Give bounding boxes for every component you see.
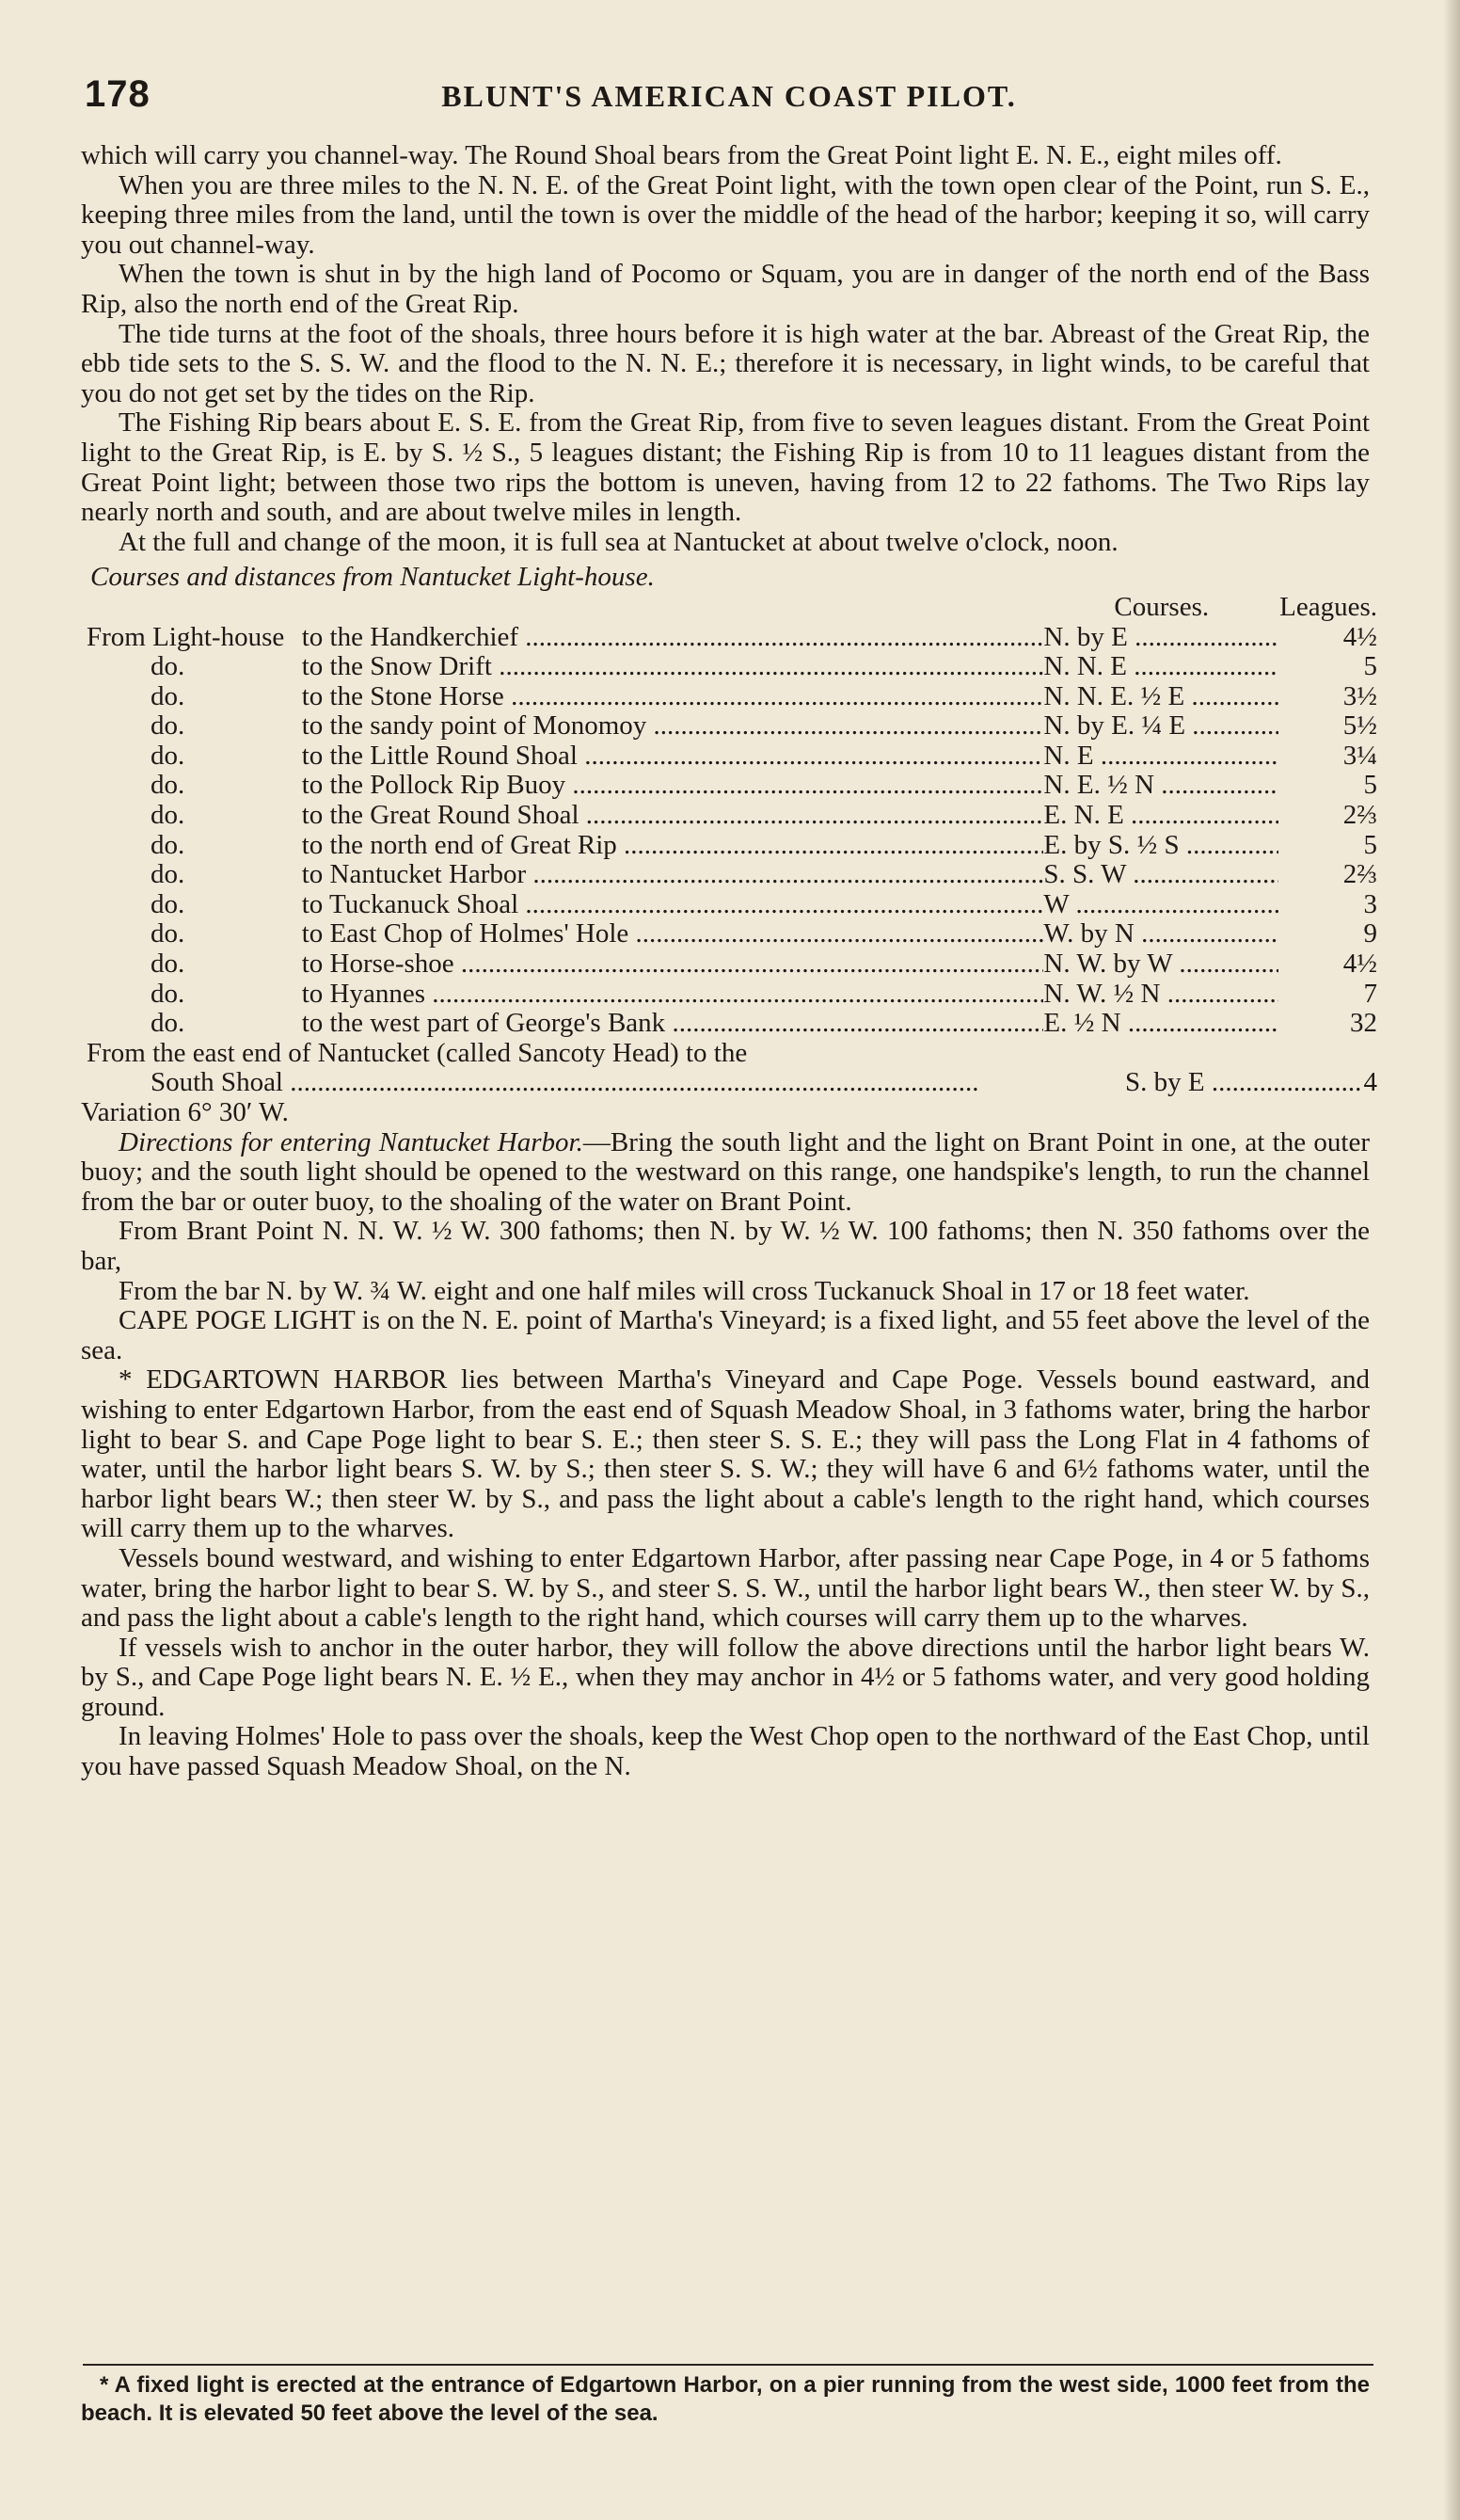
table-row [87,682,1377,712]
origin: do. [151,800,185,831]
paragraph: From the bar N. by W. ¾ W. eight and one half miles will cross Tuckanuck Shoal in 17 or 18 feet water. [119,1275,1250,1306]
east-end-line: From the east end of Nantucket (called Sancoty Head) to the [87,1037,748,1068]
footnote-rule [83,2364,1373,2366]
course: W [1043,889,1070,919]
courses-table-caption: Courses and distances from Nantucket Light-house. [90,562,655,593]
leagues: 9 [1363,918,1377,949]
paragraph: Directions for entering Nantucket Harbor.—Bring the south light and the light on Brant Point in one, at the outer buoy; and the south light should be opened to the westward on this range, one handspike's length, to run the channel from the bar or outer buoy, to the shoaling of the water on Brant Point. [81,1126,1370,1217]
table-row [87,652,1377,682]
origin: do. [151,918,185,949]
leagues: 2⅔ [1342,800,1377,831]
course: N. by E. ¼ E [1043,711,1186,742]
destination: to Hyannes [301,979,426,1009]
destination: to the Little Round Shoal [301,741,578,771]
destination: to the Snow Drift [301,652,492,682]
page-header [85,73,1373,120]
course: N. W. ½ N [1043,979,1161,1009]
leagues: 5 [1363,651,1377,682]
destination: South Shoal [151,1068,283,1098]
table-row [87,1068,1377,1098]
origin: do. [151,740,185,771]
origin: do. [151,680,185,711]
destination: to East Chop of Holmes' Hole [301,919,629,949]
paragraph: Vessels bound westward, and wishing to enter Edgartown Harbor, after passing near Cape Poge, in 4 or 5 fathoms water, bring the harbor light to bear S. W. by S., and steer S. S. W., until the harbor light bears W., then steer W. by S., and pass the light about a cable's length to the right hand, which courses will carry them up to the wharves. [81,1542,1370,1634]
origin: do. [151,770,185,801]
table-row [87,801,1377,831]
destination: to the sandy point of Monomoy [301,711,647,742]
paragraph: In leaving Holmes' Hole to pass over the shoals, keep the West Chop open to the northward of the East Chop, until you have passed Squash Meadow Shoal, on the N. [81,1721,1370,1782]
table-row [87,890,1377,920]
course: S. by E [1125,1068,1205,1098]
origin: do. [151,859,185,890]
course: N. N. E. ½ E [1043,681,1185,711]
leagues: 3½ [1342,680,1377,711]
footnote-text: * A fixed light is erected at the entrance of Edgartown Harbor, on a pier running from the west side, 1000 feet from the beach. It is elevated 50 feet above the level of the sea. [81,2372,1370,2426]
course: N. E. ½ N [1043,771,1155,801]
table-row [87,742,1377,772]
leagues: 7 [1363,978,1377,1009]
destination: to Tuckanuck Shoal [301,889,519,919]
directions-section [81,1128,1370,1782]
leagues: 3¼ [1342,740,1377,771]
leagues: 4½ [1342,949,1377,980]
destination: to the Stone Horse [301,681,504,711]
leagues: 5½ [1342,710,1377,742]
table-row [87,711,1377,742]
paragraph: CAPE POGE LIGHT is on the N. E. point of Martha's Vineyard; is a fixed light, and 55 feet above the level of the sea. [81,1305,1370,1365]
destination: to Horse-shoe [301,949,454,980]
table-row [87,860,1377,890]
paragraph: If vessels wish to anchor in the outer harbor, they will follow the above directions until the harbor light bears W. by S., and Cape Poge light bears N. E. ½ E., when they may anchor in 4½ or 5 fathoms water, and very good holding ground. [81,1632,1370,1722]
column-header-courses: Courses. [1114,591,1210,622]
page-body [81,140,1377,1782]
south-shoal-row-table [87,1068,1377,1098]
paragraph: The Fishing Rip bears about E. S. E. from the Great Rip, from five to seven leagues distant. From the Great Point light to the Great Rip, is E. by S. ½ S., 5 leagues distant; the Fishing Rip is from 10 to 11 leagues distant from the Great Point light; between those two rips the bottom is uneven, having from 12 to 22 fathoms. The Two Rips lay nearly north and south, and are about twelve miles in length. [81,407,1370,528]
destination: to the north end of Great Rip [301,830,617,860]
table-row [87,1009,1377,1039]
leagues: 5 [1363,829,1377,860]
destination: to the Great Round Shoal [301,801,579,831]
page-number: 178 [85,73,151,115]
paragraph: When the town is shut in by the high land of Pocomo or Squam, you are in danger of the north end of the Bass Rip, also the north end of the Great Rip. [81,259,1370,319]
leagues: 5 [1363,770,1377,801]
course: E. by S. ½ S [1043,830,1180,860]
destination: to the Handkerchief [301,622,519,652]
courses-table-header [87,593,1377,623]
course: N. N. E [1043,652,1128,682]
course: N. W. by W [1043,949,1173,980]
leagues: 32 [1350,1008,1377,1039]
destination: to Nantucket Harbor [301,860,527,890]
table-row [87,980,1377,1010]
leagues: 4½ [1342,621,1377,652]
table-row [87,949,1377,980]
table-row [87,831,1377,861]
paragraph: From Brant Point N. N. W. ½ W. 300 fathoms; then N. by W. ½ W. 100 fathoms; then N. 350 fathoms over the bar, [81,1216,1370,1276]
table-row [87,919,1377,949]
course: S. S. W [1043,860,1127,890]
paragraph: The tide turns at the foot of the shoals, three hours before it is high water at the bar. Abreast of the Great Rip, the ebb tide sets to the S. S. W. and the flood to the N. N. E.; therefore it is necessary, in light winds, to be careful that you do not get set by the tides on the Rip. [81,318,1370,408]
origin: do. [151,978,185,1009]
origin: do. [151,888,185,919]
course: W. by N [1043,919,1135,949]
origin: From Light-house [87,621,285,652]
course: E. N. E [1043,801,1124,831]
origin: do. [151,710,185,742]
paragraph: which will carry you channel-way. The Round Shoal bears from the Great Point light E. N. E., eight miles off. [81,140,1282,170]
paragraph: At the full and change of the moon, it is full sea at Nantucket at about twelve o'clock, noon. [119,526,1119,557]
origin: do. [151,1008,185,1039]
section-heading: Directions for entering Nantucket Harbor. [119,1126,583,1157]
column-header-leagues: Leagues. [1279,591,1377,622]
destination: to the Pollock Rip Buoy [301,771,566,801]
paragraph: * EDGARTOWN HARBOR lies between Martha's Vineyard and Cape Poge. Vessels bound eastward, and wishing to enter Edgartown Harbor, from the east end of Squash Meadow Shoal, in 3 fathoms water, bring the harbor light to bear S. and Cape Poge light to bear S. E.; then steer S. S. E.; they will pass the Long Flat in 4 fathoms of water, until the harbor light bears S. W. by S.; then steer S. S. W.; they will have 6 and 6½ fathoms water, until the harbor light bears W.; then steer W. by S., and pass the light about a cable's length to the right hand, which courses will carry them up to the wharves. [81,1364,1370,1544]
leagues: 3 [1363,888,1377,919]
table-row [87,771,1377,801]
course: N. by E [1043,622,1128,652]
paragraph: When you are three miles to the N. N. E. of the Great Point light, with the town open clear of the Point, run S. E., keeping three miles from the land, until the town is over the middle of the head of the harbor; keeping it so, will carry you out channel-way. [81,169,1370,260]
origin: do. [151,651,185,682]
leagues: 4 [1363,1067,1377,1098]
destination: to the west part of George's Bank [301,1009,666,1039]
courses-table [87,593,1377,1039]
footnote [81,2371,1370,2428]
table-row [87,623,1377,653]
running-title: BLUNT'S AMERICAN COAST PILOT. [441,79,1017,113]
origin: do. [151,829,185,860]
page-gutter-shadow [1443,0,1460,2520]
origin: do. [151,949,185,980]
course: N. E [1043,741,1094,771]
course: E. ½ N [1043,1009,1121,1039]
variation-note: Variation 6° 30′ W. [81,1097,289,1127]
leagues: 2⅔ [1342,859,1377,890]
